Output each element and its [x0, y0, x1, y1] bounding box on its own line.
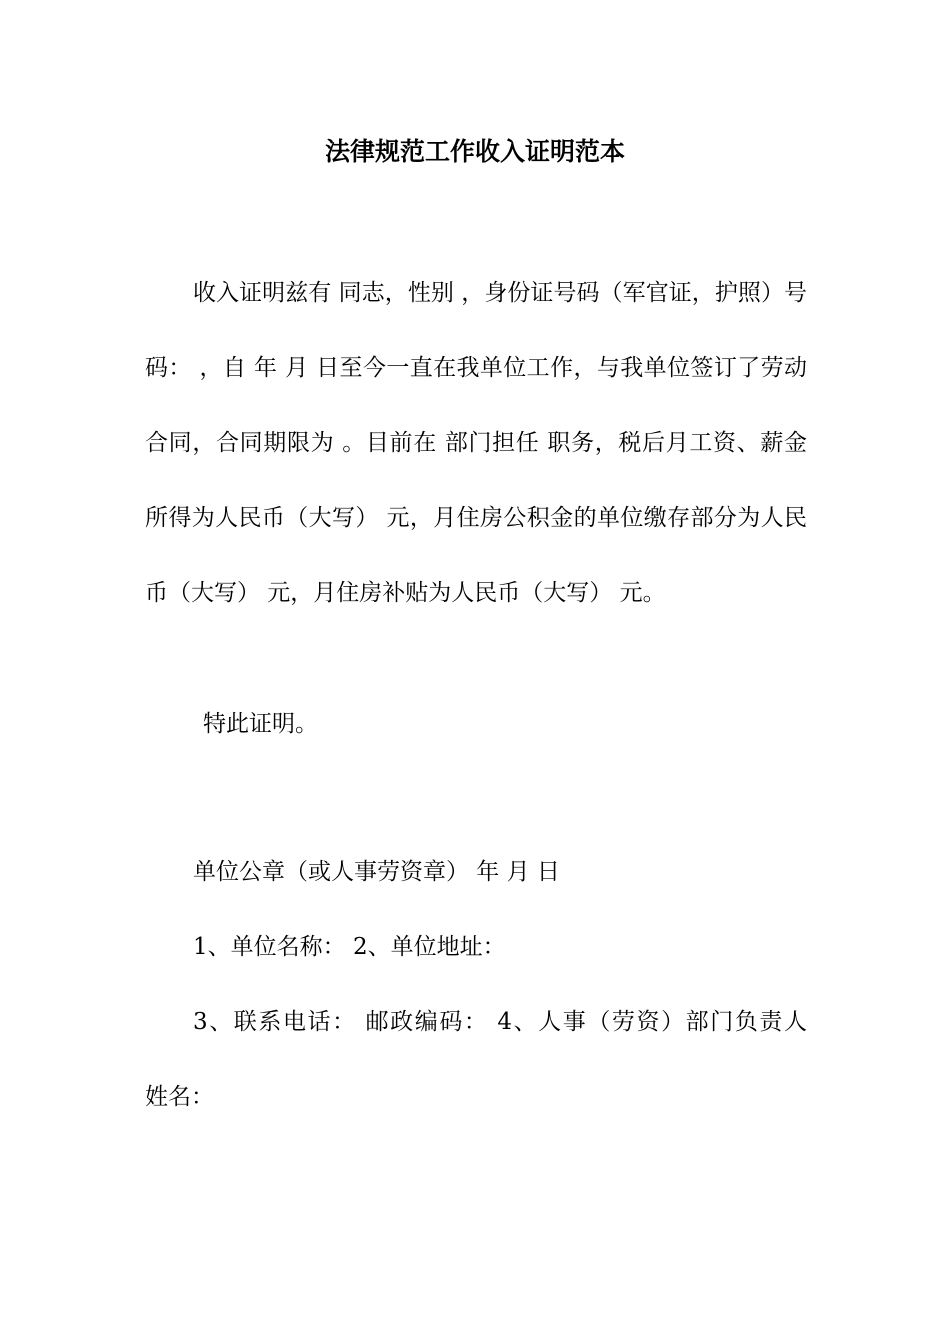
name-line: 姓名：	[145, 1084, 214, 1110]
special-note: 特此证明。	[203, 711, 318, 737]
document-title: 法律规范工作收入证明范本	[324, 137, 625, 166]
certificate-body: 收入证明兹有 同志，性别 ，身份证号码（军官证，护照）号码： ，自 年 月 日至今一直在我单位工作，与我单位签订了劳动合同，合同期限为 。目前在 部门担任 职务，税后月工资、薪金所得为人民币（大写） 元，月住房公积金的单位缴存部分为人民币（大写） 元，月住房补贴为人民币（大写） 元。	[145, 280, 807, 606]
contact-info-line: 3、联系电话： 邮政编码： 4、人事（劳资）部门负责人	[193, 1009, 807, 1035]
seal-date-line: 单位公章（或人事劳资章） 年 月 日	[193, 859, 560, 885]
unit-info-line: 1、单位名称： 2、单位地址：	[193, 934, 506, 960]
